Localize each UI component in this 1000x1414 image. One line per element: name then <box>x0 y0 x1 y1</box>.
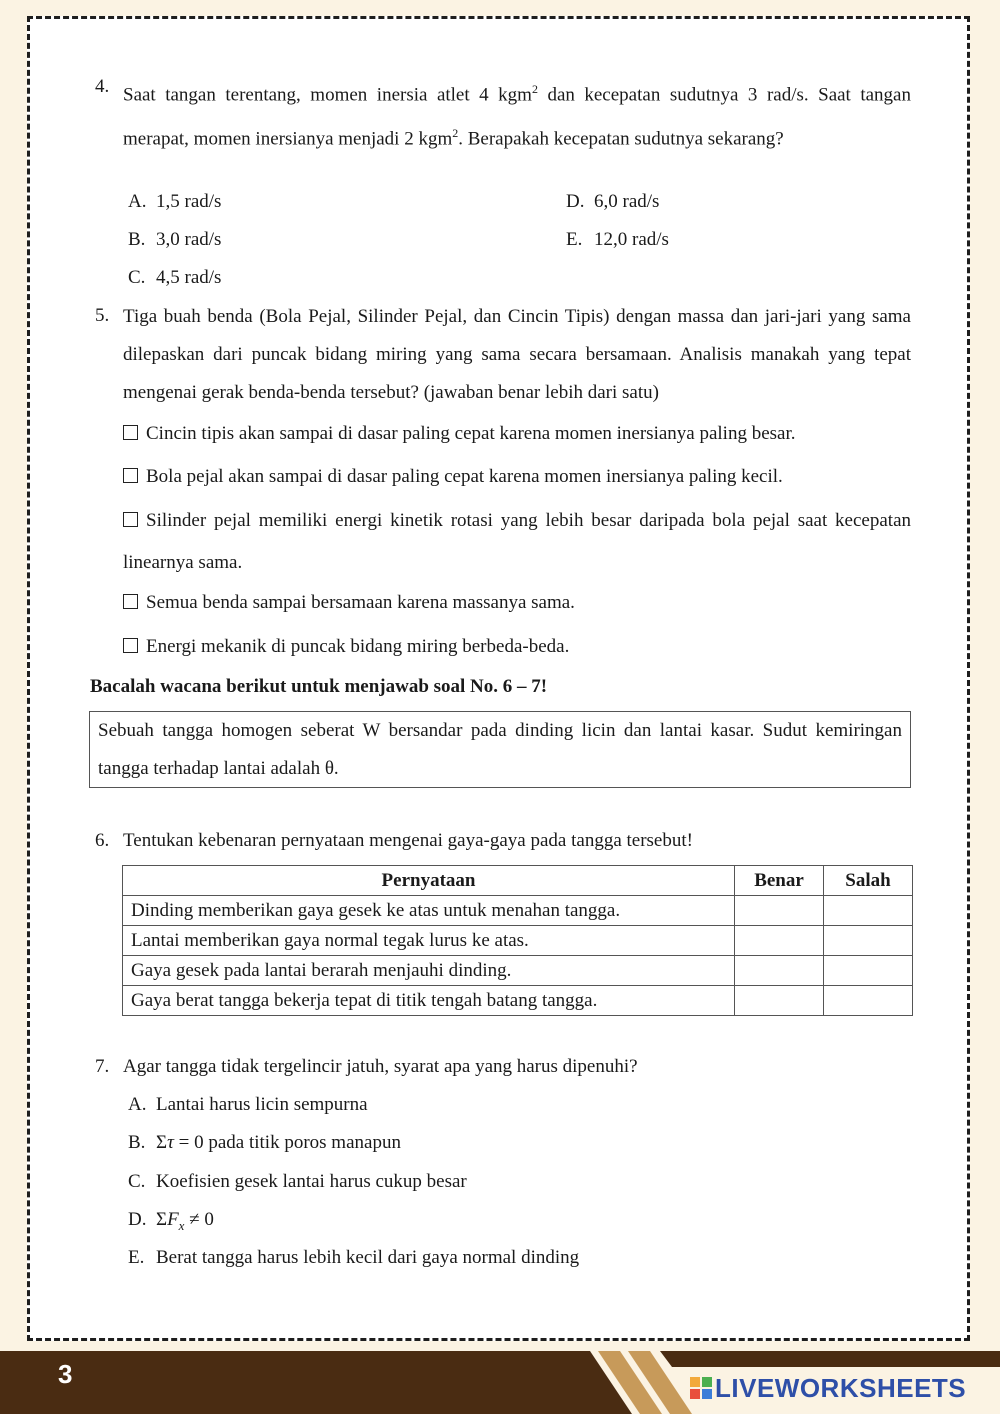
q7-number: 7. <box>95 1056 110 1077</box>
q7-text: Agar tangga tidak tergelincir jatuh, syarat apa yang harus dipenuhi? <box>123 1056 638 1077</box>
q4-number: 4. <box>95 76 110 97</box>
checkbox[interactable] <box>123 468 138 483</box>
page-number: 3 <box>58 1359 73 1389</box>
q4-option-a[interactable]: A. 1,5 rad/s <box>128 191 222 212</box>
q5-choice-2[interactable]: Bola pejal akan sampai di dasar paling cepat karena momen inersianya paling kecil. <box>123 456 911 498</box>
liveworksheets-logo[interactable]: LIVEWORKSHEETS <box>690 1373 966 1403</box>
q5-choice-4[interactable]: Semua benda sampai bersamaan karena massanya sama. <box>123 582 911 624</box>
q6-text: Tentukan kebenaran pernyataan mengenai gaya-gaya pada tangga tersebut! <box>123 830 693 851</box>
table-row <box>123 926 913 956</box>
q5-choice-1[interactable]: Cincin tipis akan sampai di dasar paling cepat karena momen inersianya paling besar. <box>123 413 911 455</box>
benar-cell[interactable] <box>735 896 824 926</box>
checkbox[interactable] <box>123 594 138 609</box>
statement-cell: Gaya berat tangga bekerja tepat di titik tengah batang tangga. <box>123 986 735 1016</box>
salah-cell[interactable] <box>824 926 913 956</box>
q4-option-c[interactable]: C. 4,5 rad/s <box>128 267 222 288</box>
table-header: Salah <box>824 866 913 896</box>
table-header: Pernyataan <box>123 866 735 896</box>
q4-option-e[interactable]: E. 12,0 rad/s <box>566 229 669 250</box>
checkbox[interactable] <box>123 512 138 527</box>
q5-choice-3[interactable]: Silinder pejal memiliki energi kinetik rotasi yang lebih besar daripada bola pejal saat kecepatan linearnya sama. <box>123 510 911 573</box>
q7-option-e[interactable]: E. Berat tangga harus lebih kecil dari gaya normal dinding <box>128 1247 580 1268</box>
benar-cell[interactable] <box>735 986 824 1016</box>
q5-choice-5[interactable]: Energi mekanik di puncak bidang miring berbeda-beda. <box>123 626 911 668</box>
table-header: Benar <box>735 866 824 896</box>
statement-cell: Dinding memberikan gaya gesek ke atas untuk menahan tangga. <box>123 896 735 926</box>
table-row <box>123 986 913 1016</box>
q4-option-b[interactable]: B. 3,0 rad/s <box>128 229 222 250</box>
salah-cell[interactable] <box>824 896 913 926</box>
benar-cell[interactable] <box>735 926 824 956</box>
passage-box: Sebuah tangga homogen seberat W bersandar pada dinding licin dan lantai kasar. Sudut kemiringan tangga terhadap lantai adalah θ. <box>89 711 911 788</box>
q7-option-d[interactable]: D. $\Sigma F_x \ne 0$ <box>128 1209 214 1233</box>
q7-option-c[interactable]: C. Koefisien gesek lantai harus cukup besar <box>128 1171 467 1192</box>
liveworksheets-icon <box>690 1377 712 1399</box>
truth-table <box>122 865 913 1016</box>
q7-option-a[interactable]: A. Lantai harus licin sempurna <box>128 1094 368 1115</box>
q6-number: 6. <box>95 830 110 851</box>
q4-option-d[interactable]: D. 6,0 rad/s <box>566 191 660 212</box>
q7-option-b[interactable]: B. Στ = 0 pada titik poros manapun <box>128 1132 401 1153</box>
table-row <box>123 896 913 926</box>
checkbox[interactable] <box>123 638 138 653</box>
salah-cell[interactable] <box>824 986 913 1016</box>
q5-text: Tiga buah benda (Bola Pejal, Silinder Pejal, dan Cincin Tipis) dengan massa dan jari-jari yang sama dilepaskan dari puncak bidang miring yang sama secara bersamaan. Analisis manakah yang tepat mengenai gerak benda-benda tersebut? (jawaban benar lebih dari satu) <box>123 306 911 403</box>
statement-cell: Lantai memberikan gaya normal tegak lurus ke atas. <box>123 926 735 956</box>
salah-cell[interactable] <box>824 956 913 986</box>
checkbox[interactable] <box>123 425 138 440</box>
passage-heading: Bacalah wacana berikut untuk menjawab soal No. 6 – 7! <box>90 676 548 697</box>
q5-number: 5. <box>95 305 110 326</box>
statement-cell: Gaya gesek pada lantai berarah menjauhi dinding. <box>123 956 735 986</box>
table-row <box>123 956 913 986</box>
benar-cell[interactable] <box>735 956 824 986</box>
q4-text: Saat tangan terentang, momen inersia atlet 4 kgm$^2$ dan kecepatan sudutnya 3 rad/s. Saat tangan merapat, momen inersianya menjadi 2 kgm$^2$. Berapakah kecepatan sudutnya sekarang? <box>123 82 911 150</box>
